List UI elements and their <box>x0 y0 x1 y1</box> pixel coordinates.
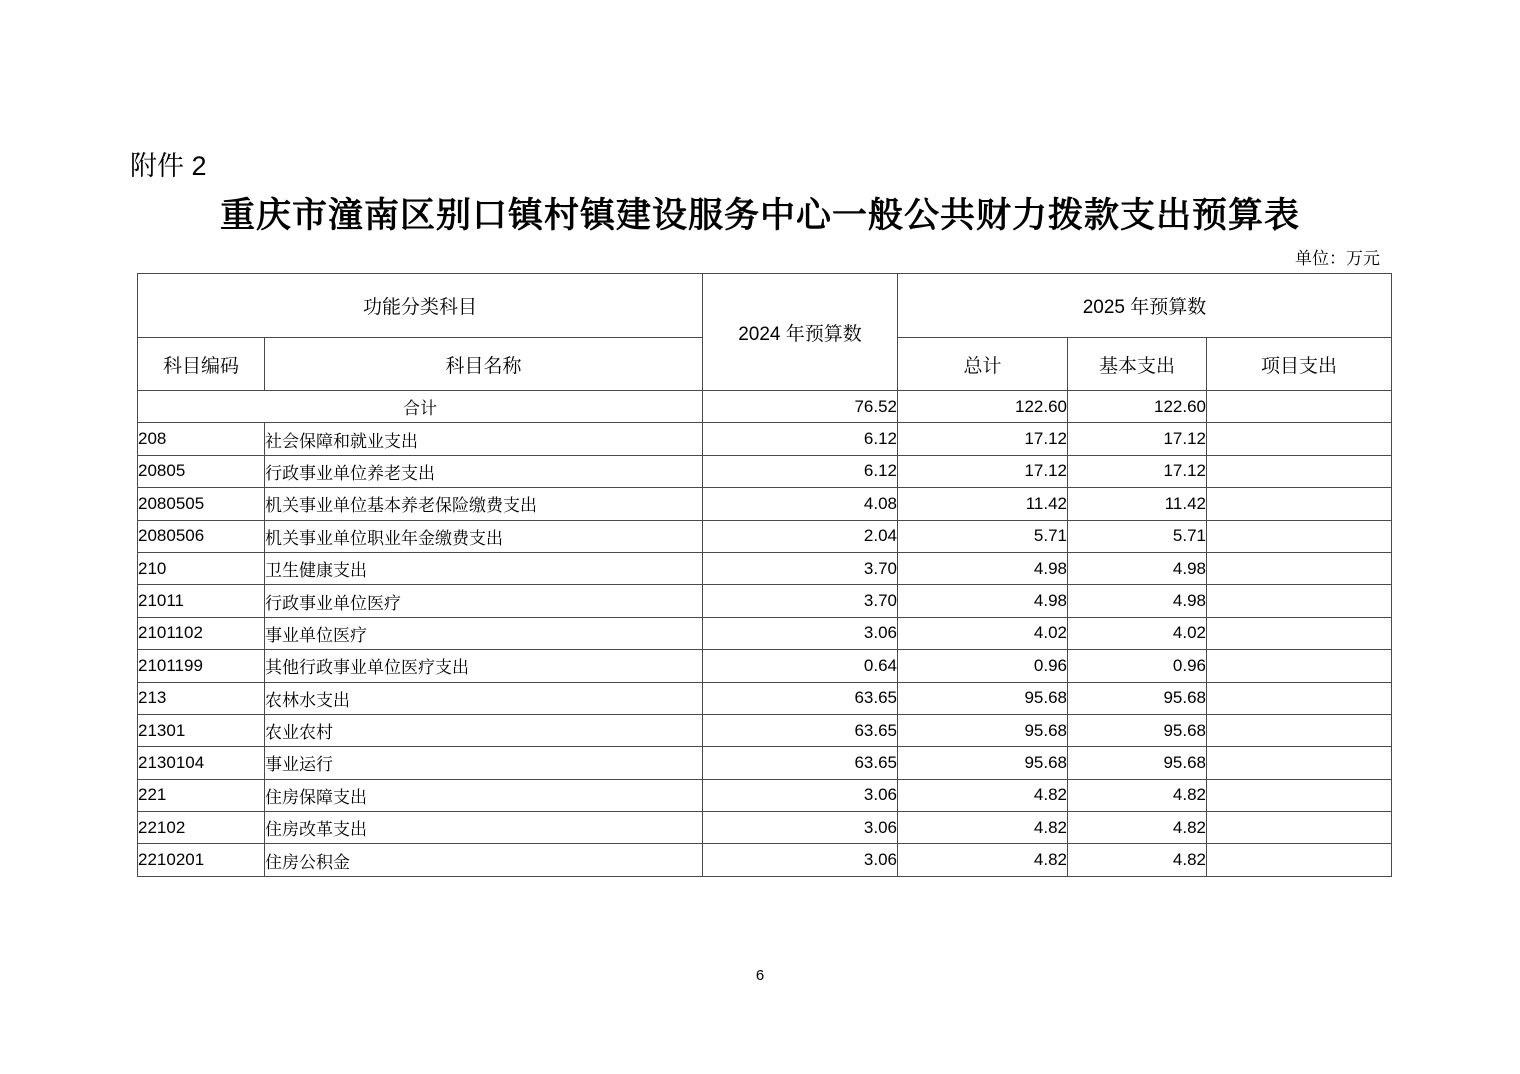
page-number: 6 <box>755 967 765 984</box>
row-2025-basic: 4.98 <box>1068 585 1207 617</box>
row-name: 住房改革支出 <box>265 812 703 844</box>
row-2025-basic: 95.68 <box>1068 747 1207 779</box>
row-2025-total: 4.98 <box>898 585 1068 617</box>
table-row <box>138 585 1392 617</box>
row-budget-2024: 0.64 <box>703 650 898 682</box>
row-code: 21301 <box>138 714 265 746</box>
row-2025-total: 5.71 <box>898 520 1068 552</box>
row-budget-2024: 6.12 <box>703 455 898 487</box>
row-2025-total: 4.82 <box>898 779 1068 811</box>
table-row <box>138 617 1392 649</box>
row-2025-basic: 95.68 <box>1068 714 1207 746</box>
row-2025-project <box>1207 812 1392 844</box>
total-2025-basic: 122.60 <box>1068 391 1207 423</box>
row-2025-total: 4.82 <box>898 844 1068 876</box>
table-row <box>138 682 1392 714</box>
row-2025-project <box>1207 779 1392 811</box>
row-2025-project <box>1207 714 1392 746</box>
row-budget-2024: 3.06 <box>703 617 898 649</box>
row-2025-project <box>1207 552 1392 584</box>
row-2025-total: 17.12 <box>898 455 1068 487</box>
row-2025-basic: 4.98 <box>1068 552 1207 584</box>
row-2025-basic: 0.96 <box>1068 650 1207 682</box>
table-row <box>138 812 1392 844</box>
total-row <box>138 391 1392 423</box>
row-2025-project <box>1207 585 1392 617</box>
row-2025-basic: 17.12 <box>1068 423 1207 455</box>
row-2025-total: 4.98 <box>898 552 1068 584</box>
page-title: 重庆市潼南区别口镇村镇建设服务中心一般公共财力拨款支出预算表 <box>219 196 1300 235</box>
row-2025-project <box>1207 488 1392 520</box>
row-name: 事业运行 <box>265 747 703 779</box>
table-row <box>138 714 1392 746</box>
budget-table <box>137 273 1392 877</box>
row-2025-total: 0.96 <box>898 650 1068 682</box>
row-code: 221 <box>138 779 265 811</box>
row-2025-total: 95.68 <box>898 682 1068 714</box>
row-2025-project <box>1207 844 1392 876</box>
row-2025-total: 4.02 <box>898 617 1068 649</box>
total-2025-project <box>1207 391 1392 423</box>
row-2025-basic: 5.71 <box>1068 520 1207 552</box>
row-code: 2101102 <box>138 617 265 649</box>
row-name: 其他行政事业单位医疗支出 <box>265 650 703 682</box>
row-budget-2024: 3.06 <box>703 779 898 811</box>
row-2025-total: 95.68 <box>898 714 1068 746</box>
row-budget-2024: 63.65 <box>703 714 898 746</box>
row-name: 行政事业单位养老支出 <box>265 455 703 487</box>
table-row <box>138 747 1392 779</box>
row-code: 213 <box>138 682 265 714</box>
table-row <box>138 844 1392 876</box>
row-code: 20805 <box>138 455 265 487</box>
row-name: 卫生健康支出 <box>265 552 703 584</box>
total-budget-2024: 76.52 <box>703 391 898 423</box>
total-2025-total: 122.60 <box>898 391 1068 423</box>
row-budget-2024: 3.06 <box>703 812 898 844</box>
row-name: 住房公积金 <box>265 844 703 876</box>
row-budget-2024: 2.04 <box>703 520 898 552</box>
table-row <box>138 552 1392 584</box>
table-row <box>138 779 1392 811</box>
row-2025-project <box>1207 423 1392 455</box>
row-2025-total: 17.12 <box>898 423 1068 455</box>
row-name: 社会保障和就业支出 <box>265 423 703 455</box>
row-code: 2101199 <box>138 650 265 682</box>
row-name: 事业单位医疗 <box>265 617 703 649</box>
table-row <box>138 488 1392 520</box>
row-code: 2210201 <box>138 844 265 876</box>
row-2025-project <box>1207 617 1392 649</box>
row-name: 住房保障支出 <box>265 779 703 811</box>
row-budget-2024: 3.70 <box>703 585 898 617</box>
table-row <box>138 520 1392 552</box>
row-2025-project <box>1207 520 1392 552</box>
row-budget-2024: 3.70 <box>703 552 898 584</box>
header-code: 科目编码 <box>138 338 265 391</box>
row-2025-basic: 4.82 <box>1068 779 1207 811</box>
row-2025-project <box>1207 650 1392 682</box>
row-2025-total: 4.82 <box>898 812 1068 844</box>
unit-label: 单位：万元 <box>1295 249 1380 268</box>
header-budget-2025: 2025 年预算数 <box>898 274 1392 338</box>
row-2025-project <box>1207 747 1392 779</box>
row-budget-2024: 63.65 <box>703 747 898 779</box>
row-code: 22102 <box>138 812 265 844</box>
total-label: 合计 <box>138 391 703 423</box>
table-row <box>138 650 1392 682</box>
header-budget-2024: 2024 年预算数 <box>703 274 898 391</box>
row-code: 21011 <box>138 585 265 617</box>
row-name: 机关事业单位职业年金缴费支出 <box>265 520 703 552</box>
attachment-label: 附件 2 <box>130 151 207 181</box>
row-2025-basic: 95.68 <box>1068 682 1207 714</box>
row-budget-2024: 4.08 <box>703 488 898 520</box>
row-2025-basic: 17.12 <box>1068 455 1207 487</box>
row-2025-basic: 4.82 <box>1068 812 1207 844</box>
row-code: 208 <box>138 423 265 455</box>
row-2025-total: 11.42 <box>898 488 1068 520</box>
header-basic: 基本支出 <box>1068 338 1207 391</box>
row-budget-2024: 63.65 <box>703 682 898 714</box>
row-2025-basic: 11.42 <box>1068 488 1207 520</box>
row-2025-project <box>1207 682 1392 714</box>
header-project: 项目支出 <box>1207 338 1392 391</box>
row-code: 2130104 <box>138 747 265 779</box>
row-code: 2080505 <box>138 488 265 520</box>
table-row <box>138 455 1392 487</box>
header-total: 总计 <box>898 338 1068 391</box>
row-budget-2024: 6.12 <box>703 423 898 455</box>
header-functional-category: 功能分类科目 <box>138 274 703 338</box>
row-budget-2024: 3.06 <box>703 844 898 876</box>
row-code: 210 <box>138 552 265 584</box>
row-2025-project <box>1207 455 1392 487</box>
row-code: 2080506 <box>138 520 265 552</box>
row-name: 农林水支出 <box>265 682 703 714</box>
row-name: 行政事业单位医疗 <box>265 585 703 617</box>
table-row <box>138 423 1392 455</box>
row-2025-basic: 4.02 <box>1068 617 1207 649</box>
row-name: 农业农村 <box>265 714 703 746</box>
row-2025-total: 95.68 <box>898 747 1068 779</box>
row-name: 机关事业单位基本养老保险缴费支出 <box>265 488 703 520</box>
header-name: 科目名称 <box>265 338 703 391</box>
row-2025-basic: 4.82 <box>1068 844 1207 876</box>
